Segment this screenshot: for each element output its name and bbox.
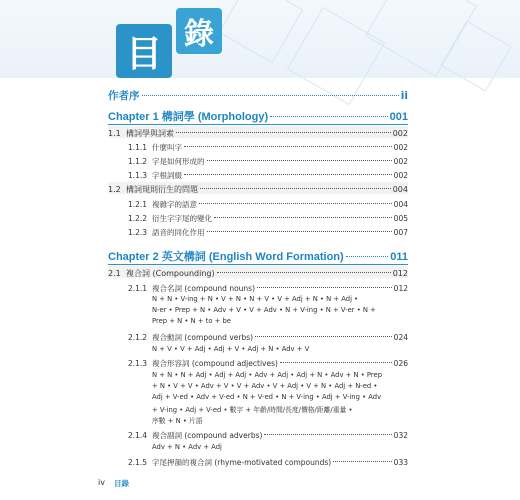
toc-page: 011	[390, 251, 408, 263]
toc-chapter[interactable]	[108, 248, 408, 264]
toc-page: 005	[393, 214, 408, 223]
subsection-number: 1.1.1	[128, 143, 148, 152]
subsection-number: 2.1.1	[128, 284, 148, 293]
subsection-number: 2.1.5	[128, 458, 148, 467]
subsection-title: 衍生字字尾的變化	[152, 214, 212, 223]
subsection-number: 1.2.2	[128, 214, 148, 223]
toc-subsection[interactable]	[128, 358, 408, 369]
leader-dots	[207, 231, 392, 232]
title-char-box	[176, 8, 222, 54]
toc-subsection[interactable]	[128, 430, 408, 441]
toc-label: 作者序	[108, 90, 140, 102]
toc-page: 026	[393, 359, 408, 368]
toc-label: Chapter 2 英文構詞 (English Word Formation)	[108, 251, 344, 263]
leader-dots	[264, 434, 391, 435]
toc-page: 033	[393, 458, 408, 467]
section-number: 1.2	[108, 185, 121, 194]
toc-page: 012	[393, 284, 408, 293]
toc-page: 002	[393, 157, 408, 166]
subsection-title: 複雜字的語意	[152, 200, 197, 209]
word-pattern-line: + V-ing • Adj + V-ed • 數字 + 年齡/時間/長度/價格/距離/重量 •	[152, 406, 353, 414]
word-pattern-line: N + N • V-ing + N • V + N • N + V • V + Adj + N • N + Adj •	[152, 295, 359, 303]
subsection-title: 字是如何形成的	[152, 157, 205, 166]
subsection-title: 複合名詞 (compound nouns)	[152, 284, 256, 293]
toc-subsection[interactable]	[128, 156, 408, 167]
title-char-box	[116, 24, 172, 78]
toc-subsection[interactable]	[128, 213, 408, 224]
leader-dots	[346, 256, 389, 257]
toc-page: 002	[393, 171, 408, 180]
toc-section[interactable]	[108, 268, 408, 279]
toc-section[interactable]	[108, 184, 408, 195]
toc-subsection[interactable]	[128, 142, 408, 153]
toc-chapter[interactable]	[108, 108, 408, 124]
leader-dots	[142, 95, 399, 96]
subsection-number: 1.1.2	[128, 157, 148, 166]
leader-dots	[199, 203, 392, 204]
subsection-title: 字尾押韻的複合詞 (rhyme-motivated compounds)	[152, 458, 332, 467]
subsection-title: 什麼叫字	[152, 143, 182, 152]
section-title: 構詞規則衍生的問題	[126, 185, 198, 194]
subsection-title: 字根詞綴	[152, 171, 182, 180]
toc-page: 032	[393, 431, 408, 440]
leader-dots	[214, 217, 392, 218]
leader-dots	[280, 362, 392, 363]
toc-subsection[interactable]	[128, 227, 408, 238]
leader-dots	[255, 336, 392, 337]
toc-page: 004	[392, 185, 408, 194]
word-pattern-line: N-er • Prep + N • Adv + V • V + Adv • N + V-ing • N + V-er • N +	[152, 306, 376, 314]
subsection-number: 2.1.4	[128, 431, 148, 440]
subsection-title: 複合動詞 (compound verbs)	[152, 333, 254, 342]
footer-page-number: iv	[98, 478, 105, 487]
toc-preface[interactable]	[108, 88, 408, 103]
toc-subsection[interactable]	[128, 332, 408, 343]
word-pattern-line: N + V • V + Adj • Adj + V • Adj + N • Adv + V	[152, 345, 310, 353]
subsection-number: 2.1.2	[128, 333, 148, 342]
word-pattern-line: Adv + N • Adv + Adj	[152, 443, 222, 451]
leader-dots	[200, 188, 391, 189]
toc-page: 012	[392, 269, 408, 278]
toc-subsection[interactable]	[128, 170, 408, 181]
toc-page: 002	[393, 143, 408, 152]
leader-dots	[176, 132, 391, 133]
hexagon-decoration	[219, 0, 304, 63]
toc-subsection[interactable]	[128, 199, 408, 210]
toc-subsection[interactable]	[128, 457, 408, 468]
toc-page: 002	[392, 129, 408, 138]
subsection-number: 1.2.3	[128, 228, 148, 237]
toc-section[interactable]	[108, 128, 408, 139]
title-char: 目	[125, 33, 162, 75]
subsection-title: 複合副詞 (compound adverbs)	[152, 431, 263, 440]
subsection-title: 語音的同化作用	[152, 228, 205, 237]
toc-page: 007	[393, 228, 408, 237]
footer-label: 目錄	[114, 479, 129, 488]
leader-dots	[217, 272, 391, 273]
toc-page: 004	[393, 200, 408, 209]
chapter-divider	[108, 124, 408, 125]
word-pattern-line: Adj + V-ed • Adv + V-ed • N + V-ed • N + V-ing • Adj + V-ing • Adv	[152, 393, 382, 401]
leader-dots	[257, 287, 392, 288]
toc-page: ii	[400, 90, 408, 102]
word-pattern-line: 序數 + N • 片語	[152, 417, 203, 425]
leader-dots	[333, 461, 391, 462]
leader-dots	[207, 160, 392, 161]
word-pattern-line: N + N • N + Adj • Adj + Adj • Adv + Adj • Adj + N • Adv + N • Prep	[152, 371, 383, 379]
header-banner	[0, 0, 520, 78]
toc-page: 001	[389, 111, 408, 123]
toc-subsection[interactable]	[128, 283, 408, 294]
section-title: 構詞學與詞素	[126, 129, 174, 138]
word-pattern-line: + N • V + V • Adv + V • V + Adv • V + Adj • V + N • Adj + N-ed •	[152, 382, 378, 390]
chapter-divider	[108, 264, 408, 265]
subsection-number: 2.1.3	[128, 359, 148, 368]
section-number: 2.1	[108, 269, 121, 278]
leader-dots	[184, 174, 392, 175]
subsection-number: 1.1.3	[128, 171, 148, 180]
section-title: 複合詞 (Compounding)	[126, 269, 215, 278]
subsection-number: 1.2.1	[128, 200, 148, 209]
subsection-title: 複合形容詞 (compound adjectives)	[152, 359, 278, 368]
section-number: 1.1	[108, 129, 121, 138]
leader-dots	[184, 146, 392, 147]
title-char: 錄	[184, 17, 214, 52]
leader-dots	[270, 116, 388, 117]
toc-label: Chapter 1 構詞學 (Morphology)	[108, 111, 269, 123]
word-pattern-line: Prep + N • N + to + be	[152, 317, 231, 325]
toc-page: 024	[393, 333, 408, 342]
